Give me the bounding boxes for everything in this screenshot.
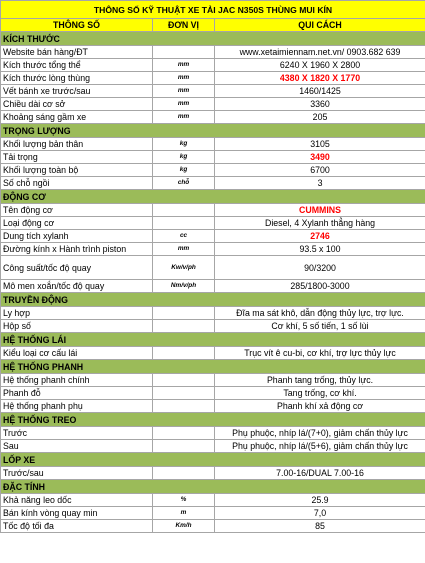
spec-unit: kg [153, 164, 215, 177]
spec-label: Khối lượng bản thân [1, 138, 153, 151]
header-row [1, 19, 425, 32]
spec-label: Công suất/tốc độ quay [1, 256, 153, 280]
spec-value: Phanh tang trống, thủy lực. [215, 374, 425, 387]
spec-label: Website bán hàng/ĐT [1, 46, 153, 59]
spec-unit: mm [153, 111, 215, 124]
spec-label: Đường kính x Hành trình piston [1, 243, 153, 256]
section-title: ĐỘNG CƠ [1, 190, 425, 204]
section-title: HỆ THỐNG LÁI [1, 333, 425, 347]
spec-row [1, 256, 425, 280]
spec-label: Trước [1, 427, 153, 440]
title-row [1, 1, 425, 19]
spec-row [1, 467, 425, 480]
spec-unit [153, 440, 215, 453]
spec-label: Mô men xoắn/tốc độ quay [1, 280, 153, 293]
section-title: HỆ THỐNG TREO [1, 413, 425, 427]
spec-unit [153, 347, 215, 360]
spec-unit: kg [153, 138, 215, 151]
spec-row [1, 46, 425, 59]
spec-value: Cơ khí, 5 số tiến, 1 số lùi [215, 320, 425, 333]
spec-unit [153, 427, 215, 440]
spec-value: www.xetaimiennam.net.vn/ 0903.682 639 [215, 46, 425, 59]
section-row [1, 413, 425, 427]
section-title: HỆ THỐNG PHANH [1, 360, 425, 374]
spec-unit: chỗ [153, 177, 215, 190]
spec-unit [153, 387, 215, 400]
section-title: ĐẶC TÍNH [1, 480, 425, 494]
spec-label: Tên động cơ [1, 204, 153, 217]
spec-unit: Nm/v/ph [153, 280, 215, 293]
spec-label: Chiều dài cơ sở [1, 98, 153, 111]
spec-row [1, 111, 425, 124]
spec-unit [153, 467, 215, 480]
section-row [1, 32, 425, 46]
spec-value: Phụ phuộc, nhíp lá/(7+0), giảm chấn thủy lực [215, 427, 425, 440]
spec-label: Trước/sau [1, 467, 153, 480]
spec-row [1, 151, 425, 164]
spec-value: Phanh khí xả động cơ [215, 400, 425, 413]
spec-label: Khoảng sáng gầm xe [1, 111, 153, 124]
spec-value: 4380 X 1820 X 1770 [215, 72, 425, 85]
spec-row [1, 520, 425, 533]
spec-unit: mm [153, 72, 215, 85]
spec-value: 3 [215, 177, 425, 190]
spec-label: Khả năng leo dốc [1, 494, 153, 507]
spec-value: Trục vít ê cu-bi, cơ khí, trợ lực thủy lực [215, 347, 425, 360]
spec-row [1, 59, 425, 72]
spec-label: Kiểu loại cơ cấu lái [1, 347, 153, 360]
spec-value: 6700 [215, 164, 425, 177]
spec-label: Dung tích xylanh [1, 230, 153, 243]
spec-label: Tốc độ tối đa [1, 520, 153, 533]
spec-label: Hộp số [1, 320, 153, 333]
header-param: THÔNG SỐ [1, 19, 153, 32]
spec-unit [153, 217, 215, 230]
spec-row [1, 374, 425, 387]
spec-value: 93.5 x 100 [215, 243, 425, 256]
section-row [1, 124, 425, 138]
spec-label: Hệ thống phanh chính [1, 374, 153, 387]
spec-row [1, 243, 425, 256]
spec-label: Kích thước lòng thùng [1, 72, 153, 85]
section-row [1, 333, 425, 347]
spec-value: Tang trống, cơ khí. [215, 387, 425, 400]
spec-label: Hệ thống phanh phụ [1, 400, 153, 413]
spec-value: 285/1800-3000 [215, 280, 425, 293]
spec-unit: mm [153, 98, 215, 111]
spec-label: Bán kính vòng quay min [1, 507, 153, 520]
spec-row [1, 507, 425, 520]
spec-label: Kích thước tổng thể [1, 59, 153, 72]
section-title: TRUYỀN ĐỘNG [1, 293, 425, 307]
spec-unit: % [153, 494, 215, 507]
spec-unit [153, 400, 215, 413]
spec-row [1, 72, 425, 85]
spec-row [1, 440, 425, 453]
spec-unit [153, 374, 215, 387]
spec-value: 205 [215, 111, 425, 124]
section-row [1, 293, 425, 307]
spec-label: Sau [1, 440, 153, 453]
spec-unit [153, 307, 215, 320]
sheet-title: THÔNG SỐ KỸ THUẬT XE TẢI JAC N350S THÙNG MUI KÍN [1, 1, 425, 19]
spec-unit [153, 46, 215, 59]
spec-value: Diesel, 4 Xylanh thẳng hàng [215, 217, 425, 230]
section-title: TRỌNG LƯỢNG [1, 124, 425, 138]
spec-label: Ly hợp [1, 307, 153, 320]
spec-unit: mm [153, 243, 215, 256]
header-spec: QUI CÁCH [215, 19, 425, 32]
spec-row [1, 204, 425, 217]
spec-value: 7.00-16/DUAL 7.00-16 [215, 467, 425, 480]
section-title: KÍCH THƯỚC [1, 32, 425, 46]
spec-unit [153, 320, 215, 333]
spec-unit: m [153, 507, 215, 520]
section-title: LỐP XE [1, 453, 425, 467]
spec-row [1, 217, 425, 230]
spec-value: 6240 X 1960 X 2800 [215, 59, 425, 72]
spec-row [1, 164, 425, 177]
spec-value: 25.9 [215, 494, 425, 507]
spec-unit: cc [153, 230, 215, 243]
spec-value: CUMMINS [215, 204, 425, 217]
spec-row [1, 494, 425, 507]
spec-row [1, 230, 425, 243]
spec-value: 3105 [215, 138, 425, 151]
section-row [1, 190, 425, 204]
spec-label: Phanh đỗ [1, 387, 153, 400]
spec-value: 2746 [215, 230, 425, 243]
spec-unit: Kw/v/ph [153, 256, 215, 280]
spec-label: Loại động cơ [1, 217, 153, 230]
header-unit: ĐƠN VỊ [153, 19, 215, 32]
spec-row [1, 177, 425, 190]
spec-value: 90/3200 [215, 256, 425, 280]
spec-label: Tải trọng [1, 151, 153, 164]
spec-unit: Km/h [153, 520, 215, 533]
spec-unit [153, 204, 215, 217]
spec-row [1, 320, 425, 333]
spec-row [1, 427, 425, 440]
section-row [1, 453, 425, 467]
spec-label: Vết bánh xe trước/sau [1, 85, 153, 98]
spec-row [1, 307, 425, 320]
section-row [1, 480, 425, 494]
section-row [1, 360, 425, 374]
spec-row [1, 138, 425, 151]
spec-label: Số chỗ ngồi [1, 177, 153, 190]
spec-row [1, 85, 425, 98]
spec-row [1, 400, 425, 413]
spec-value: 3490 [215, 151, 425, 164]
spec-unit: kg [153, 151, 215, 164]
spec-value: 7,0 [215, 507, 425, 520]
spec-value: 1460/1425 [215, 85, 425, 98]
spec-row [1, 98, 425, 111]
spec-value: Phụ phuộc, nhíp lá/(5+6), giảm chấn thủy lực [215, 440, 425, 453]
spec-row [1, 347, 425, 360]
spec-value: 3360 [215, 98, 425, 111]
spec-unit: mm [153, 59, 215, 72]
spec-row [1, 280, 425, 293]
spec-label: Khối lượng toàn bộ [1, 164, 153, 177]
spec-row [1, 387, 425, 400]
spec-value: 85 [215, 520, 425, 533]
spec-unit: mm [153, 85, 215, 98]
spec-value: Đĩa ma sát khô, dẫn động thủy lực, trợ lực. [215, 307, 425, 320]
